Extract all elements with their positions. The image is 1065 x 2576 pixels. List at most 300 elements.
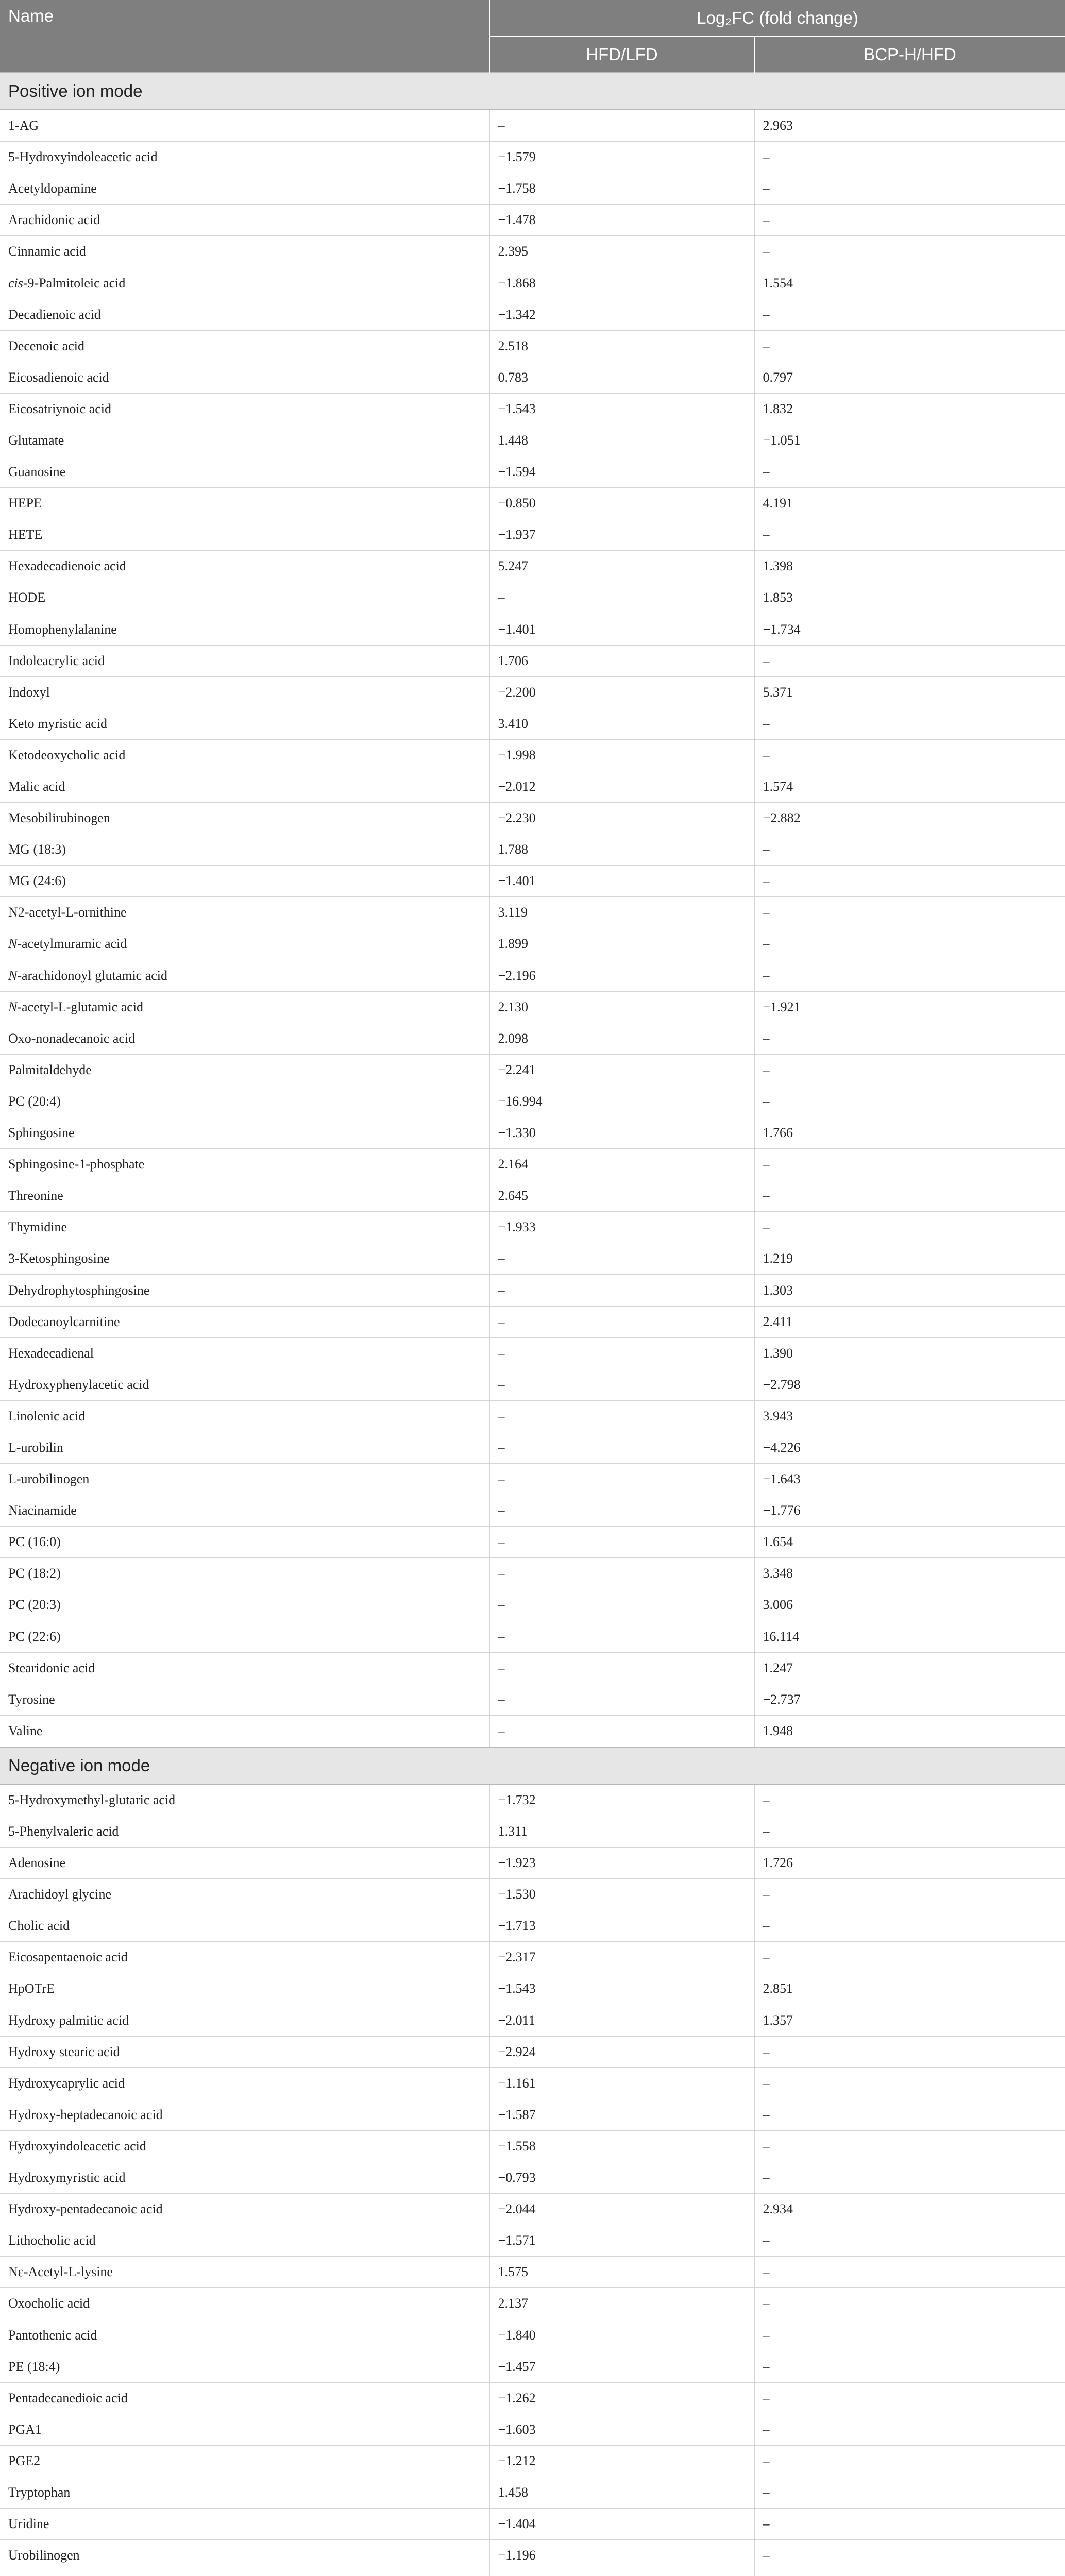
- hfd-lfd-value: –: [489, 1589, 754, 1621]
- bcph-hfd-value: 1.390: [754, 1337, 1065, 1369]
- table-row: [0, 739, 1065, 771]
- metabolite-name: Arachidoyl glycine: [0, 1879, 489, 1910]
- metabolite-name: 1-AG: [0, 110, 489, 142]
- bcph-hfd-value: −2.798: [754, 1369, 1065, 1400]
- table-row: [0, 2319, 1065, 2351]
- hfd-lfd-value: −2.230: [489, 803, 754, 834]
- hfd-lfd-value: 1.458: [489, 2477, 754, 2508]
- section-header: [0, 73, 1065, 110]
- table-row: [0, 1243, 1065, 1275]
- table-row: [0, 1023, 1065, 1054]
- metabolite-name: Indoxyl: [0, 676, 489, 708]
- bcph-hfd-value: –: [754, 1784, 1065, 1816]
- bcph-hfd-value: –: [754, 2067, 1065, 2099]
- bcph-hfd-value: –: [754, 2319, 1065, 2351]
- hfd-lfd-value: −1.713: [489, 1910, 754, 1942]
- bcph-hfd-value: 2.411: [754, 1306, 1065, 1337]
- metabolite-name: Threonine: [0, 1180, 489, 1212]
- table-row: [0, 1495, 1065, 1527]
- bcph-hfd-value: –: [754, 2162, 1065, 2194]
- metabolite-name: Nε-Acetyl-L-lysine: [0, 2257, 489, 2288]
- metabolite-name: PGA1: [0, 2414, 489, 2445]
- table-row: [0, 1910, 1065, 1942]
- bcph-hfd-value: –: [754, 2445, 1065, 2477]
- metabolite-name: Dodecanoylcarnitine: [0, 1306, 489, 1337]
- metabolite-name: 5-Hydroxyindoleacetic acid: [0, 142, 489, 173]
- hfd-lfd-value: 2.645: [489, 1180, 754, 1212]
- table-row: [0, 866, 1065, 897]
- hfd-lfd-value: –: [489, 582, 754, 614]
- metabolite-name: N-acetylmuramic acid: [0, 928, 489, 960]
- metabolite-name: Sphingosine: [0, 1117, 489, 1149]
- hfd-lfd-value: −2.317: [489, 1942, 754, 1973]
- metabolite-name: Pantothenic acid: [0, 2319, 489, 2351]
- metabolite-name: PC (20:4): [0, 1086, 489, 1117]
- metabolite-name: Ketodeoxycholic acid: [0, 739, 489, 771]
- metabolite-name: PE (18:4): [0, 2351, 489, 2382]
- hfd-lfd-value: −2.011: [489, 2005, 754, 2036]
- hfd-lfd-value: –: [489, 1369, 754, 1400]
- metabolite-name: Lithocholic acid: [0, 2225, 489, 2257]
- table-row: [0, 2130, 1065, 2162]
- table-row: [0, 1180, 1065, 1212]
- bcph-hfd-value: −1.776: [754, 1495, 1065, 1527]
- bcph-hfd-value: 1.948: [754, 1715, 1065, 1747]
- bcph-hfd-value: –: [754, 519, 1065, 551]
- table-row: [0, 928, 1065, 960]
- table-row: [0, 2382, 1065, 2414]
- bcph-hfd-value: −2.882: [754, 803, 1065, 834]
- metabolite-name: Dehydrophytosphingosine: [0, 1275, 489, 1306]
- bcph-hfd-value: 1.766: [754, 1117, 1065, 1149]
- table-row: [0, 2067, 1065, 2099]
- table-row: [0, 803, 1065, 834]
- metabolite-name: Tyrosine: [0, 1684, 489, 1715]
- hfd-lfd-value: 2.164: [489, 1149, 754, 1180]
- hfd-lfd-value: –: [489, 1652, 754, 1684]
- bcph-hfd-value: –: [754, 2036, 1065, 2067]
- hfd-lfd-value: −1.401: [489, 866, 754, 897]
- hfd-lfd-value: −1.579: [489, 142, 754, 173]
- bcph-hfd-value: –: [754, 1086, 1065, 1117]
- table-row: [0, 1527, 1065, 1558]
- hfd-lfd-value: −2.200: [489, 676, 754, 708]
- metabolite-name: Homophenylalanine: [0, 614, 489, 645]
- bcph-hfd-value: 1.398: [754, 551, 1065, 582]
- bcph-hfd-value: 5.371: [754, 676, 1065, 708]
- metabolite-name: Cholic acid: [0, 1910, 489, 1942]
- metabolite-name: Niacinamide: [0, 1495, 489, 1527]
- table-row: [0, 1784, 1065, 1816]
- metabolite-name: Hydroxyindoleacetic acid: [0, 2130, 489, 2162]
- hfd-lfd-value: −0.793: [489, 2162, 754, 2194]
- metabolite-name: 3-Ketosphingosine: [0, 1243, 489, 1275]
- hfd-lfd-value: −1.401: [489, 614, 754, 645]
- hfd-lfd-value: −1.457: [489, 2351, 754, 2382]
- hfd-lfd-value: −0.850: [489, 488, 754, 519]
- metabolite-name: PC (16:0): [0, 1527, 489, 1558]
- metabolite-name: Glutamate: [0, 425, 489, 456]
- hfd-lfd-value: –: [489, 1495, 754, 1527]
- metabolite-name: Decenoic acid: [0, 330, 489, 362]
- table-row: [0, 2194, 1065, 2225]
- hfd-lfd-value: −1.603: [489, 2414, 754, 2445]
- bcph-hfd-value: 3.006: [754, 1589, 1065, 1621]
- metabolite-name: Urobilinogen: [0, 2540, 489, 2571]
- bcph-hfd-value: −1.734: [754, 614, 1065, 645]
- hfd-lfd-value: 2.137: [489, 2288, 754, 2319]
- metabolite-name: PC (20:3): [0, 1589, 489, 1621]
- table-row: [0, 991, 1065, 1023]
- hfd-lfd-value: –: [489, 1715, 754, 1747]
- hfd-lfd-value: −16.994: [489, 1086, 754, 1117]
- hfd-lfd-value: 2.518: [489, 330, 754, 362]
- hfd-lfd-value: 2.098: [489, 1023, 754, 1054]
- metabolite-name: Hydroxy-pentadecanoic acid: [0, 2194, 489, 2225]
- bcph-hfd-value: 2.934: [754, 2194, 1065, 2225]
- metabolite-name: L-urobilinogen: [0, 1464, 489, 1495]
- header-log2fc: Log₂FC (fold change): [489, 0, 1065, 37]
- table-row: [0, 1306, 1065, 1337]
- bcph-hfd-value: –: [754, 739, 1065, 771]
- table-row: [0, 456, 1065, 488]
- hfd-lfd-value: 3.119: [489, 897, 754, 928]
- hfd-lfd-value: 1.788: [489, 834, 754, 866]
- hfd-lfd-value: –: [489, 1432, 754, 1463]
- metabolite-name: PC (22:6): [0, 1621, 489, 1652]
- metabolite-name: Hydroxy palmitic acid: [0, 2005, 489, 2036]
- hfd-lfd-value: −2.196: [489, 960, 754, 991]
- metabolite-name: Uridine: [0, 2509, 489, 2540]
- hfd-lfd-value: –: [489, 1306, 754, 1337]
- hfd-lfd-value: 3.410: [489, 708, 754, 739]
- bcph-hfd-value: –: [754, 1910, 1065, 1942]
- metabolite-name: Guanosine: [0, 456, 489, 488]
- metabolite-name: Hydroxyphenylacetic acid: [0, 1369, 489, 1400]
- metabolite-name: L-urobilin: [0, 1432, 489, 1463]
- bcph-hfd-value: −1.921: [754, 991, 1065, 1023]
- table-row: [0, 1942, 1065, 1973]
- bcph-hfd-value: 2.851: [754, 1973, 1065, 2005]
- bcph-hfd-value: –: [754, 173, 1065, 205]
- bcph-hfd-value: –: [754, 1942, 1065, 1973]
- bcph-hfd-value: 1.303: [754, 1275, 1065, 1306]
- table-row: [0, 771, 1065, 802]
- bcph-hfd-value: 0.797: [754, 362, 1065, 393]
- hfd-lfd-value: 0.783: [489, 362, 754, 393]
- metabolite-name: Hydroxy stearic acid: [0, 2036, 489, 2067]
- header-hfd-lfd: HFD/LFD: [489, 37, 754, 73]
- bcph-hfd-value: –: [754, 1816, 1065, 1847]
- bcph-hfd-value: –: [754, 645, 1065, 676]
- table-row: [0, 519, 1065, 551]
- table-row: [0, 236, 1065, 267]
- table-row: [0, 2477, 1065, 2508]
- bcph-hfd-value: 3.943: [754, 1400, 1065, 1432]
- metabolite-name: Linolenic acid: [0, 1400, 489, 1432]
- metabolite-name: PGE2: [0, 2445, 489, 2477]
- section-title: Positive ion mode: [0, 73, 1065, 110]
- metabolite-name: 5-Phenylvaleric acid: [0, 1816, 489, 1847]
- hfd-lfd-value: 1.899: [489, 928, 754, 960]
- metabolite-name: Eicosatriynoic acid: [0, 393, 489, 425]
- bcph-hfd-value: –: [754, 2099, 1065, 2130]
- table-row: [0, 582, 1065, 614]
- metabolite-name: Indoleacrylic acid: [0, 645, 489, 676]
- header-name: Name: [0, 0, 489, 73]
- metabolite-name: N2-acetyl-L-ornithine: [0, 897, 489, 928]
- hfd-lfd-value: −1.262: [489, 2382, 754, 2414]
- table-row: [0, 1589, 1065, 1621]
- bcph-hfd-value: –: [754, 1054, 1065, 1086]
- metabolite-name: Acetyldopamine: [0, 173, 489, 205]
- metabolite-name: N-acetyl-L-glutamic acid: [0, 991, 489, 1023]
- metabolite-name: N-arachidonoyl glutamic acid: [0, 960, 489, 991]
- bcph-hfd-value: –: [754, 928, 1065, 960]
- hfd-lfd-value: −1.594: [489, 456, 754, 488]
- metabolite-name: Pentadecanedioic acid: [0, 2382, 489, 2414]
- table-row: [0, 960, 1065, 991]
- hfd-lfd-value: −1.342: [489, 299, 754, 330]
- metabolite-name: Eicosapentaenoic acid: [0, 1942, 489, 1973]
- hfd-lfd-value: −1.998: [489, 739, 754, 771]
- bcph-hfd-value: –: [754, 897, 1065, 928]
- table-header: [0, 0, 1065, 73]
- hfd-lfd-value: –: [489, 1464, 754, 1495]
- table-row: [0, 1149, 1065, 1180]
- table-row: [0, 1432, 1065, 1463]
- hfd-lfd-value: 1.311: [489, 1816, 754, 1847]
- bcph-hfd-value: –: [754, 2509, 1065, 2540]
- metabolite-name: PC (18:2): [0, 1558, 489, 1589]
- hfd-lfd-value: −1.161: [489, 2067, 754, 2099]
- metabolite-name: Adenosine: [0, 1848, 489, 1879]
- bcph-hfd-value: –: [754, 960, 1065, 991]
- table-row: [0, 2225, 1065, 2257]
- hfd-lfd-value: −1.732: [489, 1784, 754, 1816]
- table-row: [0, 142, 1065, 173]
- table-row: [0, 299, 1065, 330]
- metabolite-name: HpOTrE: [0, 1973, 489, 2005]
- table-row: [0, 1337, 1065, 1369]
- metabolite-name: cis-9-Palmitoleic acid: [0, 267, 489, 299]
- table-row: [0, 1086, 1065, 1117]
- table-row: [0, 1464, 1065, 1495]
- table-row: [0, 205, 1065, 236]
- bcph-hfd-value: –: [754, 1879, 1065, 1910]
- bcph-hfd-value: –: [754, 236, 1065, 267]
- bcph-hfd-value: –: [754, 330, 1065, 362]
- table-row: [0, 173, 1065, 205]
- table-row: [0, 488, 1065, 519]
- table-row: [0, 1117, 1065, 1149]
- metabolite-name: Arachidonic acid: [0, 205, 489, 236]
- table-row: [0, 1558, 1065, 1589]
- bcph-hfd-value: –: [754, 834, 1065, 866]
- table-row: [0, 330, 1065, 362]
- table-row: [0, 834, 1065, 866]
- metabolite-name: Hexadecadienoic acid: [0, 551, 489, 582]
- hfd-lfd-value: −1.558: [489, 2130, 754, 2162]
- table-row: [0, 1652, 1065, 1684]
- bcph-hfd-value: 2.963: [754, 110, 1065, 142]
- table-row: [0, 2036, 1065, 2067]
- table-row: [0, 708, 1065, 739]
- hfd-lfd-value: –: [489, 1243, 754, 1275]
- table-row: [0, 1054, 1065, 1086]
- metabolite-name: [0, 2571, 489, 2576]
- metabolite-name: Malic acid: [0, 771, 489, 802]
- table-row: [0, 2099, 1065, 2130]
- bcph-hfd-value: 1.726: [754, 1848, 1065, 1879]
- bcph-hfd-value: –: [754, 2351, 1065, 2382]
- bcph-hfd-value: 1.853: [754, 582, 1065, 614]
- bcph-hfd-value: –: [754, 2225, 1065, 2257]
- table-row: [0, 425, 1065, 456]
- table-row: [0, 614, 1065, 645]
- table-row: [0, 393, 1065, 425]
- hfd-lfd-value: 1.706: [489, 645, 754, 676]
- hfd-lfd-value: −2.241: [489, 1054, 754, 1086]
- table-row: [0, 2288, 1065, 2319]
- hfd-lfd-value: 5.247: [489, 551, 754, 582]
- hfd-lfd-value: –: [489, 1400, 754, 1432]
- table-row: [0, 1816, 1065, 1847]
- hfd-lfd-value: −1.923: [489, 1848, 754, 1879]
- section-header: [0, 1747, 1065, 1784]
- hfd-lfd-value: −1.330: [489, 1117, 754, 1149]
- table-row: [0, 645, 1065, 676]
- table-row: [0, 1275, 1065, 1306]
- table-row: [0, 1621, 1065, 1652]
- hfd-lfd-value: –: [489, 1621, 754, 1652]
- bcph-hfd-value: –: [754, 299, 1065, 330]
- hfd-lfd-value: –: [489, 110, 754, 142]
- bcph-hfd-value: –: [754, 2414, 1065, 2445]
- table-row: [0, 1684, 1065, 1715]
- bcph-hfd-value: [754, 2571, 1065, 2576]
- table-row: [0, 897, 1065, 928]
- table-row: [0, 1879, 1065, 1910]
- metabolite-name: Hexadecadienal: [0, 1337, 489, 1369]
- table-row: [0, 2414, 1065, 2445]
- metabolite-name: Cinnamic acid: [0, 236, 489, 267]
- bcph-hfd-value: –: [754, 1023, 1065, 1054]
- hfd-lfd-value: −1.587: [489, 2099, 754, 2130]
- table-row: [0, 2509, 1065, 2540]
- hfd-lfd-value: −1.543: [489, 393, 754, 425]
- hfd-lfd-value: −1.758: [489, 173, 754, 205]
- table-row: [0, 362, 1065, 393]
- bcph-hfd-value: 1.832: [754, 393, 1065, 425]
- table-row: [0, 2571, 1065, 2576]
- bcph-hfd-value: –: [754, 142, 1065, 173]
- metabolite-name: Mesobilirubinogen: [0, 803, 489, 834]
- hfd-lfd-value: −1.478: [489, 205, 754, 236]
- bcph-hfd-value: 1.219: [754, 1243, 1065, 1275]
- metabolite-name: Palmitaldehyde: [0, 1054, 489, 1086]
- metabolite-name: 5-Hydroxymethyl-glutaric acid: [0, 1784, 489, 1816]
- hfd-lfd-value: –: [489, 1275, 754, 1306]
- metabolite-name: HODE: [0, 582, 489, 614]
- hfd-lfd-value: −1.937: [489, 519, 754, 551]
- bcph-hfd-value: –: [754, 1180, 1065, 1212]
- section-title: Negative ion mode: [0, 1747, 1065, 1784]
- hfd-lfd-value: 2.130: [489, 991, 754, 1023]
- metabolite-name: Stearidonic acid: [0, 1652, 489, 1684]
- hfd-lfd-value: −2.012: [489, 771, 754, 802]
- table-row: [0, 1212, 1065, 1243]
- metabolite-name: Hydroxy-heptadecanoic acid: [0, 2099, 489, 2130]
- table-row: [0, 2005, 1065, 2036]
- table-row: [0, 2162, 1065, 2194]
- bcph-hfd-value: −1.051: [754, 425, 1065, 456]
- bcph-hfd-value: −2.737: [754, 1684, 1065, 1715]
- hfd-lfd-value: –: [489, 1337, 754, 1369]
- hfd-lfd-value: [489, 2571, 754, 2576]
- table-row: [0, 1369, 1065, 1400]
- bcph-hfd-value: 3.348: [754, 1558, 1065, 1589]
- hfd-lfd-value: 1.448: [489, 425, 754, 456]
- metabolite-name: Oxocholic acid: [0, 2288, 489, 2319]
- hfd-lfd-value: −2.924: [489, 2036, 754, 2067]
- table-row: [0, 1400, 1065, 1432]
- bcph-hfd-value: –: [754, 866, 1065, 897]
- hfd-lfd-value: −1.933: [489, 1212, 754, 1243]
- metabolite-name: MG (24:6): [0, 866, 489, 897]
- hfd-lfd-value: –: [489, 1527, 754, 1558]
- metabolite-name: Tryptophan: [0, 2477, 489, 2508]
- bcph-hfd-value: −4.226: [754, 1432, 1065, 1463]
- bcph-hfd-value: –: [754, 708, 1065, 739]
- metabolite-name: Oxo-nonadecanoic acid: [0, 1023, 489, 1054]
- bcph-hfd-value: –: [754, 2540, 1065, 2571]
- hfd-lfd-value: −1.196: [489, 2540, 754, 2571]
- table-row: [0, 1848, 1065, 1879]
- header-bcph-hfd: BCP-H/HFD: [754, 37, 1065, 73]
- table-row: [0, 1715, 1065, 1747]
- table-row: [0, 2351, 1065, 2382]
- hfd-lfd-value: −2.044: [489, 2194, 754, 2225]
- bcph-hfd-value: –: [754, 2288, 1065, 2319]
- metabolite-name: HETE: [0, 519, 489, 551]
- bcph-hfd-value: –: [754, 456, 1065, 488]
- hfd-lfd-value: −1.530: [489, 1879, 754, 1910]
- table-row: [0, 676, 1065, 708]
- table-row: [0, 1973, 1065, 2005]
- hfd-lfd-value: −1.840: [489, 2319, 754, 2351]
- bcph-hfd-value: –: [754, 2130, 1065, 2162]
- hfd-lfd-value: −1.212: [489, 2445, 754, 2477]
- table-row: [0, 267, 1065, 299]
- hfd-lfd-value: −1.868: [489, 267, 754, 299]
- hfd-lfd-value: –: [489, 1558, 754, 1589]
- bcph-hfd-value: –: [754, 205, 1065, 236]
- hfd-lfd-value: −1.571: [489, 2225, 754, 2257]
- hfd-lfd-value: −1.543: [489, 1973, 754, 2005]
- hfd-lfd-value: −1.404: [489, 2509, 754, 2540]
- table-row: [0, 551, 1065, 582]
- table-row: [0, 110, 1065, 142]
- bcph-hfd-value: −1.643: [754, 1464, 1065, 1495]
- metabolite-name: Valine: [0, 1715, 489, 1747]
- hfd-lfd-value: 1.575: [489, 2257, 754, 2288]
- bcph-hfd-value: –: [754, 1212, 1065, 1243]
- bcph-hfd-value: 1.654: [754, 1527, 1065, 1558]
- bcph-hfd-value: –: [754, 2382, 1065, 2414]
- metabolite-name: Decadienoic acid: [0, 299, 489, 330]
- table-row: [0, 2257, 1065, 2288]
